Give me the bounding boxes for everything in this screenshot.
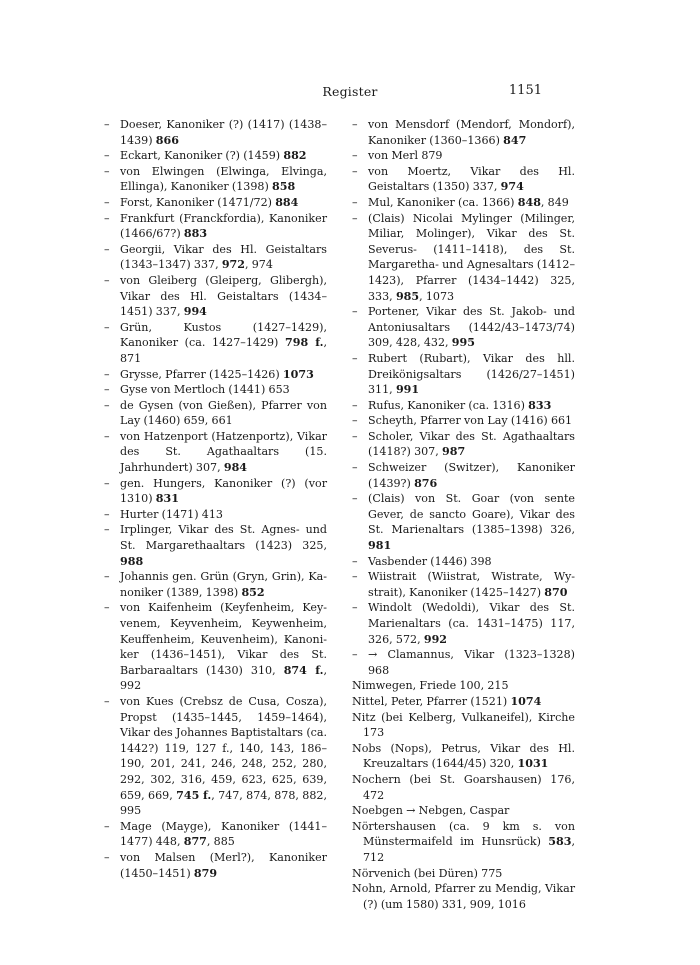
index-entry	[352, 772, 575, 803]
page-ref-primary: 974	[500, 180, 524, 194]
index-entry	[352, 694, 575, 710]
index-entry	[352, 351, 575, 398]
entry-dash: –	[352, 118, 358, 131]
index-entry	[104, 148, 327, 164]
index-entry	[352, 819, 575, 866]
page-ref-primary: 833	[528, 398, 552, 412]
entry-text: Johannis gen. Grün (Gryn, Grin), Kanoniker (1389, 1398)	[120, 570, 327, 599]
entry-dash: –	[352, 305, 358, 319]
index-entry	[352, 117, 575, 148]
entry-dash: –	[104, 398, 110, 412]
entry-dash: –	[104, 570, 110, 584]
entry-text: von Kues (Crebsz de Cusa, Cosza), Propst (1435–1445, 1459–1464), Vikar des Johannes Baptistaltars (ca. 1442?) 119, 127 f., 140, 143, 186–190, 201, 241, 246, 248, 252, 280, 292, 302, 316, 459, 623, 625, 639, 659, 669,	[120, 694, 327, 802]
entry-text: de Gysen (von Gießen), Pfarrer von Lay (1460) 659, 661	[120, 398, 327, 428]
entry-text: Scheyth, Pfarrer von Lay (1416) 661	[368, 414, 573, 428]
index-entry	[352, 429, 575, 460]
page-ref-primary: 848	[517, 195, 541, 209]
index-entry	[352, 195, 575, 211]
entry-text: , 974	[245, 258, 273, 272]
index-entry	[352, 600, 575, 647]
entry-dash: –	[104, 118, 110, 131]
entry-dash: –	[104, 383, 110, 397]
page-ref-primary: 874 f.	[283, 663, 324, 677]
entry-text: Rubert (Rubart), Vikar des hll. Dreikönigsaltars (1426/27–1451) 311,	[368, 351, 575, 397]
page-ref-primary: 884	[275, 195, 299, 209]
entry-text: Frankfurt (Franckfordia), Kanoniker (1466/67?)	[120, 211, 327, 241]
entry-dash: –	[352, 554, 358, 568]
entry-text: von Merl 879	[368, 149, 443, 163]
entry-dash: –	[104, 476, 110, 490]
index-entry	[352, 710, 575, 741]
entry-text: Rufus, Kanoniker (ca. 1316)	[368, 398, 529, 412]
index-entry	[104, 211, 327, 242]
index-entry	[104, 507, 327, 523]
index-entry	[352, 803, 575, 819]
index-entry	[104, 164, 327, 195]
entry-text: (Clais) Nicolai Mylinger (Milinger, Miliar, Molinger), Vikar des St. Severus- (1411–1418), des St. Margaretha- und Agnesaltars (1412–1423), Pfarrer (1434–1442) 325, 333,	[368, 211, 575, 303]
page-ref-primary: 991	[395, 383, 420, 397]
entry-text: Eckart, Kanoniker (?) (1459)	[120, 149, 284, 163]
entry-text: Grysse, Pfarrer (1425–1426)	[120, 367, 283, 381]
index-entry	[104, 522, 327, 569]
entry-dash: –	[352, 601, 358, 615]
entry-dash: –	[104, 195, 110, 209]
page-ref-primary: 852	[241, 585, 265, 599]
entry-text: von Kaifenheim (Keyfenheim, Keyvenem, Keyvenheim, Keywenheim, Keuffenheim, Keuvenheim), Kanoniker (1436–1451), Vikar des St. Barbaraaltars (1430) 310,	[120, 601, 327, 677]
page-ref-primary: 985	[395, 289, 420, 303]
entry-dash: –	[352, 149, 358, 163]
page-ref-primary: 847	[503, 133, 527, 147]
entry-dash: –	[352, 461, 358, 475]
index-entry	[104, 476, 327, 507]
entry-dash: –	[104, 819, 110, 833]
entry-dash: –	[104, 149, 110, 163]
entry-text: Nörtershausen (ca. 9 km s. von Münstermaifeld im Hunsrück)	[352, 819, 575, 849]
page-ref-primary: 1073	[282, 367, 314, 381]
entry-text: Schweizer (Switzer), Kanoniker (1439?)	[368, 461, 575, 490]
entry-text: Noebgen → Nebgen, Caspar	[352, 804, 510, 818]
index-entry	[104, 367, 327, 383]
index-entry	[104, 600, 327, 694]
entry-dash: –	[104, 211, 110, 225]
entry-dash: –	[352, 164, 358, 178]
page-number: 1151	[508, 83, 542, 98]
entry-dash: –	[352, 414, 358, 428]
entry-dash: –	[352, 351, 358, 365]
index-entry	[352, 647, 575, 678]
index-entry	[352, 491, 575, 553]
page-ref-primary: 994	[183, 305, 207, 319]
index-entry	[352, 164, 575, 195]
entry-text: → Clamannus, Vikar (1323–1328) 968	[368, 648, 575, 677]
index-entry	[104, 850, 327, 881]
entry-dash: –	[352, 570, 358, 584]
index-entry	[104, 569, 327, 600]
entry-text: Grün, Kustos (1427–1429), Kanoniker (ca. 1427–1429)	[120, 320, 327, 350]
page-ref-primary: 831	[155, 492, 179, 506]
page-ref-primary: 879	[193, 866, 218, 880]
index-entry	[352, 413, 575, 429]
entry-dash: –	[104, 850, 110, 864]
entry-dash: –	[104, 164, 110, 178]
index-entry	[104, 398, 327, 429]
entry-text: von Mensdorf (Mendorf, Mondorf), Kanoniker (1360–1366)	[368, 118, 575, 147]
page-ref-primary: 987	[442, 445, 466, 459]
index-entry	[352, 460, 575, 491]
entry-text: Nörvenich (bei Düren) 775	[352, 866, 503, 880]
entry-text: Hurter (1471) 413	[120, 507, 223, 521]
index-entry	[104, 195, 327, 211]
entry-text: , 992	[120, 663, 328, 693]
entry-text: , 885	[206, 835, 235, 849]
index-entry	[352, 148, 575, 164]
index-column-right	[352, 117, 575, 912]
page-ref-primary: 1031	[517, 757, 549, 771]
index-entry	[352, 741, 575, 772]
entry-text: Forst, Kanoniker (1471/72)	[120, 195, 276, 209]
index-entry	[352, 554, 575, 570]
index-entry	[104, 694, 327, 819]
entry-text: , 871	[120, 336, 327, 365]
entry-text: , 712	[363, 835, 575, 864]
entry-text: Mul, Kanoniker (ca. 1366)	[368, 195, 518, 209]
entry-text: Nohn, Arnold, Pfarrer zu Mendig, Vikar (?) (um 1580) 331, 909, 1016	[352, 882, 575, 911]
index-entry	[352, 304, 575, 351]
page-ref-primary: 583	[548, 835, 572, 849]
page-ref-primary: 972	[221, 258, 245, 272]
index-entry	[352, 881, 575, 912]
index-entry	[104, 273, 327, 320]
index-entry	[104, 382, 327, 398]
entry-text: Gyse von Mertloch (1441) 653	[120, 383, 290, 397]
entry-text: , 747, 874, 878, 882, 995	[120, 788, 327, 818]
page-ref-primary: 858	[272, 180, 296, 194]
entry-dash: –	[104, 242, 110, 256]
entry-text: (Clais) von St. Goar (von sente Gever, de sancto Goare), Vikar des St. Marienaltars (1385–1398) 326,	[368, 492, 575, 537]
entry-text: Nobs (Nops), Petrus, Vikar des Hl. Kreuzaltars (1644/45) 320,	[352, 741, 575, 771]
entry-text: Wiistrait (Wiistrat, Wistrate, Wystrait), Kanoniker (1425–1427)	[368, 570, 575, 599]
entry-text: , 849	[540, 195, 569, 209]
page-ref-primary: 876	[414, 476, 438, 490]
page-ref-primary: 988	[120, 554, 144, 568]
index-entry	[104, 242, 327, 273]
entry-dash: –	[352, 648, 358, 662]
running-header-title: Register	[322, 84, 378, 99]
entry-text: Vasbender (1446) 398	[368, 554, 492, 568]
entry-text: Georgii, Vikar des Hl. Geistaltars (1343–1347) 337,	[120, 242, 327, 272]
page-ref-primary: 992	[423, 632, 448, 646]
entry-text: Windolt (Wedoldi), Vikar des St. Marienaltars (ca. 1431–1475) 117, 326, 572,	[368, 601, 575, 646]
entry-text: Mage (Mayge), Kanoniker (1441–1477) 448,	[120, 819, 327, 849]
page-ref-primary: 984	[223, 461, 248, 475]
entry-dash: –	[104, 429, 110, 443]
entry-text: von Elwingen (Elwinga, Elvinga, Ellinga), Kanoniker (1398)	[120, 164, 327, 194]
entry-text: Nimwegen, Friede 100, 215	[352, 679, 509, 693]
page-ref-primary: 870	[544, 585, 568, 599]
entry-text: gen. Hungers, Kanoniker (?) (vor 1310)	[120, 476, 327, 506]
entry-dash: –	[104, 273, 110, 287]
entry-text: , 1073	[419, 289, 455, 303]
entry-text: von Gleiberg (Gleiperg, Glibergh), Vikar des Hl. Geistaltars (1434–1451) 337,	[120, 273, 327, 319]
entry-dash: –	[352, 492, 358, 506]
index-entry	[352, 678, 575, 694]
entry-text: Nittel, Peter, Pfarrer (1521)	[352, 694, 511, 708]
entry-text: von Moertz, Vikar des Hl. Geistaltars (1350) 337,	[368, 164, 575, 194]
page-ref-primary: 882	[283, 149, 307, 163]
entry-dash: –	[104, 367, 110, 381]
page-ref-primary: 981	[368, 539, 392, 553]
entry-text: von Hatzenport (Hatzenportz), Vikar des St. Agathaaltars (15. Jahrhundert) 307,	[120, 429, 327, 475]
page-ref-primary: 995	[451, 336, 475, 350]
page-ref-primary: 877	[183, 835, 207, 849]
index-column-left	[104, 117, 327, 881]
index-entry	[104, 819, 327, 850]
entry-dash: –	[352, 211, 358, 225]
entry-text: Nitz (bei Kelberg, Vulkaneifel), Kirche 173	[352, 710, 575, 740]
entry-dash: –	[352, 195, 358, 209]
entry-dash: –	[352, 398, 358, 412]
entry-text: von Malsen (Merl?), Kanoniker (1450–1451)	[120, 850, 327, 880]
entry-dash: –	[352, 429, 358, 443]
page-ref-primary: 745 f.	[176, 788, 212, 802]
entry-dash: –	[104, 694, 110, 708]
index-entry	[352, 398, 575, 414]
entry-text: Nochern (bei St. Goarshausen) 176, 472	[352, 772, 575, 802]
entry-dash: –	[104, 320, 110, 334]
page-ref-primary: 1074	[510, 694, 542, 708]
index-entry	[104, 429, 327, 476]
entry-dash: –	[104, 507, 110, 521]
index-entry	[352, 211, 575, 305]
entry-text: Doeser, Kanoniker (?) (1417) (1438–1439)	[120, 118, 327, 147]
entry-text: Scholer, Vikar des St. Agathaaltars (1418?) 307,	[368, 429, 575, 459]
index-entry	[104, 117, 327, 148]
index-entry	[352, 866, 575, 882]
page-ref-primary: 866	[155, 133, 179, 147]
index-entry	[104, 320, 327, 367]
entry-text: Portener, Vikar des St. Jakob- und Antoniusaltars (1442/43–1473/74) 309, 428, 432,	[368, 305, 575, 350]
page-ref-primary: 883	[183, 227, 208, 241]
entry-text: Irplinger, Vikar des St. Agnes- und St. Margarethaaltars (1423) 325,	[120, 523, 327, 553]
entry-dash: –	[104, 601, 110, 615]
page-ref-primary: 798 f.	[285, 336, 324, 350]
entry-dash: –	[104, 523, 110, 537]
index-entry	[352, 569, 575, 600]
